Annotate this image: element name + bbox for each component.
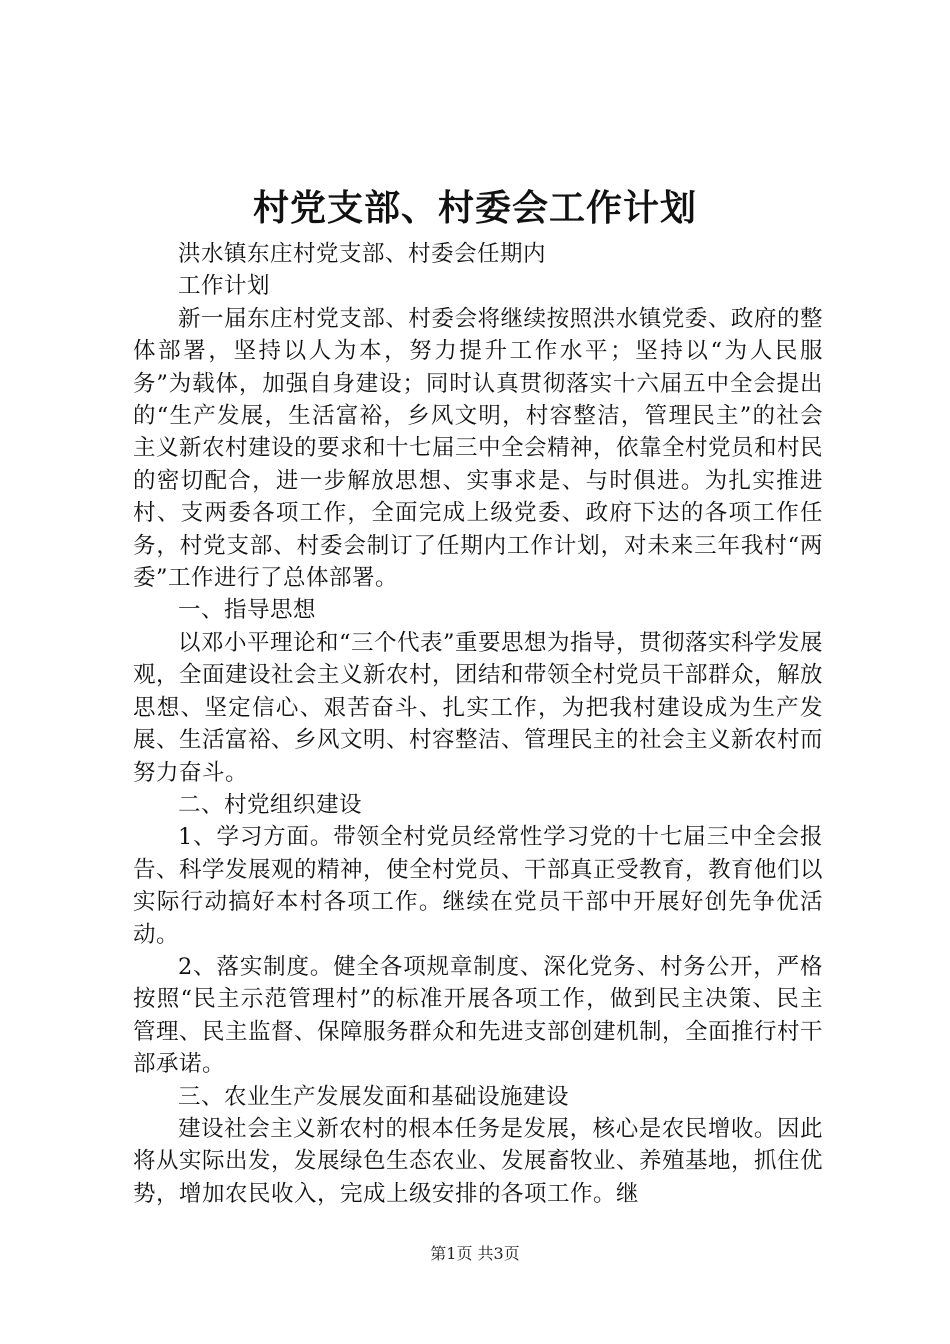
paragraph-intro: 新一届东庄村党支部、村委会将继续按照洪水镇党委、政府的整体部署，坚持以人为本，努力提升工作水平；坚持以“为人民服务”为载体，加强自身建设；同时认真贯彻落实十六届五中全会提出的“生产发展，生活富裕，乡风文明，村容整洁，管理民主”的社会主义新农村建设的要求和十七届三中全会精神，依靠全村党员和村民的密切配合，进一步解放思想、实事求是、与时俱进。为扎实推进村、支两委各项工作，全面完成上级党委、政府下达的各项工作任务，村党支部、村委会制订了任期内工作计划，对未来三年我村“两委”工作进行了总体部署。 — [133, 305, 824, 592]
paragraph-guiding-ideology: 以邓小平理论和“三个代表”重要思想为指导，贯彻落实科学发展观，全面建设社会主义新农村，团结和带领全村党员干部群众，解放思想、坚定信心、艰苦奋斗、扎实工作，为把我村建设成为生产发展、生活富裕、乡风文明、村容整洁、管理民主的社会主义新农村而努力奋斗。 — [133, 629, 824, 786]
document-title: 村党支部、村委会工作计划 — [252, 187, 697, 229]
paragraph-subtitle-line2: 工作计划 — [178, 273, 271, 300]
paragraph-agriculture: 建设社会主义新农村的根本任务是发展，核心是农民增收。因此将从实际出发，发展绿色生态农业、发展畜牧业、养殖基地，抓住优势，增加农民收入，完成上级安排的各项工作。继 — [133, 1115, 824, 1207]
paragraph-system: 2、落实制度。健全各项规章制度、深化党务、村务公开，严格按照“民主示范管理村”的标准开展各项工作，做到民主决策、民主管理、民主监督、保障服务群众和先进支部创建机制，全面推行村干部承诺。 — [133, 953, 824, 1078]
paragraph-study: 1、学习方面。带领全村党员经常性学习党的十七届三中全会报告、科学发展观的精神，使全村党员、干部真正受教育，教育他们以实际行动搞好本村各项工作。继续在党员干部中开展好创先争优活动。 — [133, 824, 824, 948]
section-heading-party-building: 二、村党组织建设 — [178, 791, 363, 818]
section-heading-agriculture: 三、农业生产发展发面和基础设施建设 — [178, 1083, 570, 1110]
page-number: 第1页 共3页 — [430, 1244, 520, 1263]
section-heading-guiding-ideology: 一、指导思想 — [178, 597, 317, 624]
paragraph-subtitle-line1: 洪水镇东庄村党支部、村委会任期内 — [178, 241, 547, 267]
document-body — [133, 238, 823, 1210]
